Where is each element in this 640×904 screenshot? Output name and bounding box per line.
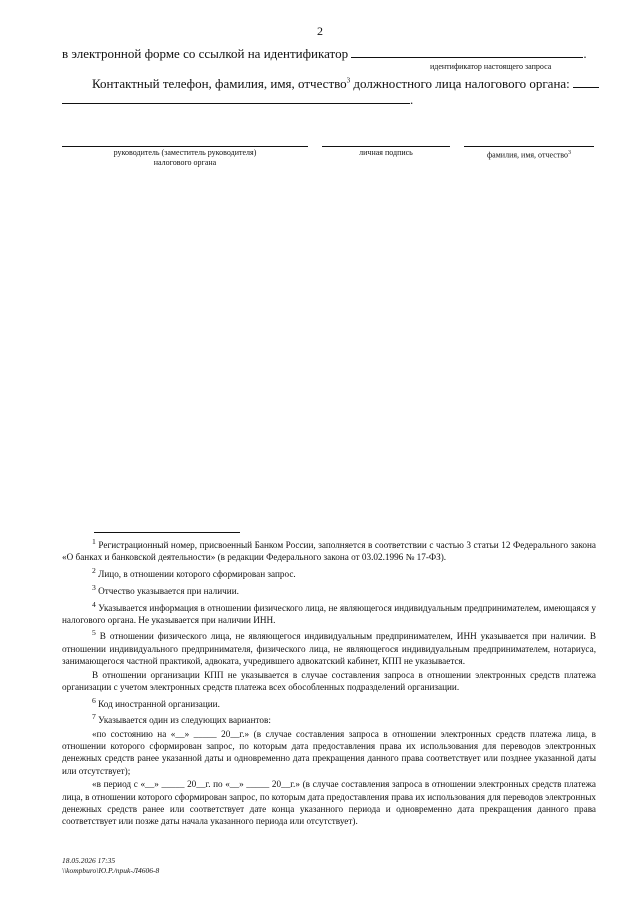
footnote-7-option-1-text: «по состоянию на «__» _____ 20__г.» (в случае составления запроса в отношении электронных средств платежа лица, в отношении которого сформирован запрос, по которым дата предоставления права их использования для переводов электронных денежных средств ранее указанной даты и одновременно дата прекращения данного права соответствует или позднее указанной даты или отсутствует); — [62, 729, 596, 776]
footnote-3 — [62, 582, 596, 597]
footnote-5-text: В отношении физического лица, не являющегося индивидуальным предпринимателем, ИНН указывается при наличии. В отношении индивидуального предпринимателя, физического лица, не являющегося индивидуальным предпринимателем, нотариуса, занимающегося частной практикой, адвоката, учредившего адвокатский кабинет, КПП не указывается. — [62, 631, 596, 666]
footnote-7-option-2-text: «в период с «__» _____ 20__г. по «__» _____ 20__г.» (в случае составления запроса в отношении электронных средств платежа лица, в отношении которого сформирован запрос, по которым дата предоставления права их использования для переводов электронных денежных средств ранее или соответствует дате конца указанного периода и одновременно дата прекращения данного права соответствует или позже даты начала указанного периода или отсутствует). — [62, 779, 596, 826]
contact-line-end: . — [410, 92, 414, 107]
footnote-5 — [62, 627, 596, 667]
identifier-line-end: . — [583, 46, 587, 61]
page-number: 2 — [317, 24, 323, 38]
contact-blank-2 — [62, 92, 410, 104]
footnote-4-text: Указывается информация в отношении физического лица, не являющегося индивидуальным предпринимателем, имеющаяся у налогового органа. Не указывается при наличии ИНН. — [62, 602, 596, 625]
footnote-1-mark: 1 — [92, 537, 96, 546]
footnote-6-mark: 6 — [92, 695, 96, 705]
identifier-line-text: в электронной форме со ссылкой на идентификатор — [62, 46, 349, 61]
footnote-2-text: Лицо, в отношении которого сформирован запрос. — [95, 569, 296, 580]
footnote-separator — [94, 532, 240, 533]
contact-line — [92, 76, 599, 92]
footnote-1 — [62, 536, 596, 563]
footnote-5-continued-text: В отношении организации КПП не указывается в случае составления запроса в отношении электронных средств платежа организации с учетом электронных средств платежа всех обособленных подразделений организации. — [62, 669, 596, 692]
print-stamp — [62, 856, 159, 876]
footnote-7-option-2 — [62, 778, 596, 827]
personal-signature-line — [322, 146, 450, 147]
footnote-2-mark: 2 — [92, 565, 96, 575]
fio-caption-text: фамилия, имя, отчество — [487, 150, 568, 160]
footnote-4 — [62, 599, 596, 626]
head-caption-line1: руководитель (заместитель руководителя) — [113, 148, 257, 157]
contact-label-tail: должностного лица налогового органа: — [350, 76, 570, 91]
footnote-7-mark: 7 — [92, 712, 96, 722]
footnote-3-text: Отчество указывается при наличии. — [95, 585, 239, 596]
head-signature-line — [62, 146, 308, 147]
print-stamp-date: 18.05.2026 17:35 — [62, 856, 116, 865]
contact-continuation-line — [62, 92, 413, 108]
footnote-1-text: Регистрационный номер, присвоенный Банком России, заполняется в соответствии с частью 3 статьи 12 Федерального закона «О банках и банковской деятельности» (в редакции Федерального закона от 03.02.1996 № 17-ФЗ). — [62, 540, 596, 563]
footnote-7-text: Указывается один из следующих вариантов: — [95, 715, 271, 726]
footnote-7 — [62, 711, 596, 726]
footnotes — [62, 536, 596, 829]
fio-caption — [464, 148, 594, 161]
footnote-7-option-1 — [62, 728, 596, 777]
footnote-3-mark: 3 — [92, 582, 96, 592]
fio-signature-line — [464, 146, 594, 147]
head-caption-line2: налогового органа — [153, 158, 217, 167]
footnote-6 — [62, 695, 596, 710]
fio-caption-mark: 3 — [568, 150, 571, 156]
contact-footnote-mark: 3 — [346, 76, 351, 85]
footnote-5-mark: 5 — [92, 628, 96, 638]
identifier-line — [62, 46, 587, 62]
identifier-caption: идентификатор настоящего запроса — [430, 62, 552, 71]
footnote-2 — [62, 565, 596, 580]
contact-blank-1 — [573, 76, 599, 88]
footnote-4-mark: 4 — [92, 599, 96, 609]
footnote-5-continued — [62, 669, 596, 693]
contact-label: Контактный телефон, фамилия, имя, отчество — [92, 76, 347, 91]
personal-signature-caption: личная подпись — [359, 148, 413, 157]
head-caption — [62, 148, 308, 168]
footnote-6-text: Код иностранной организации. — [95, 698, 220, 709]
identifier-blank — [351, 46, 583, 58]
print-stamp-path: \\kompburo\Ю.Р./приk-Л4606-8 — [62, 866, 160, 875]
